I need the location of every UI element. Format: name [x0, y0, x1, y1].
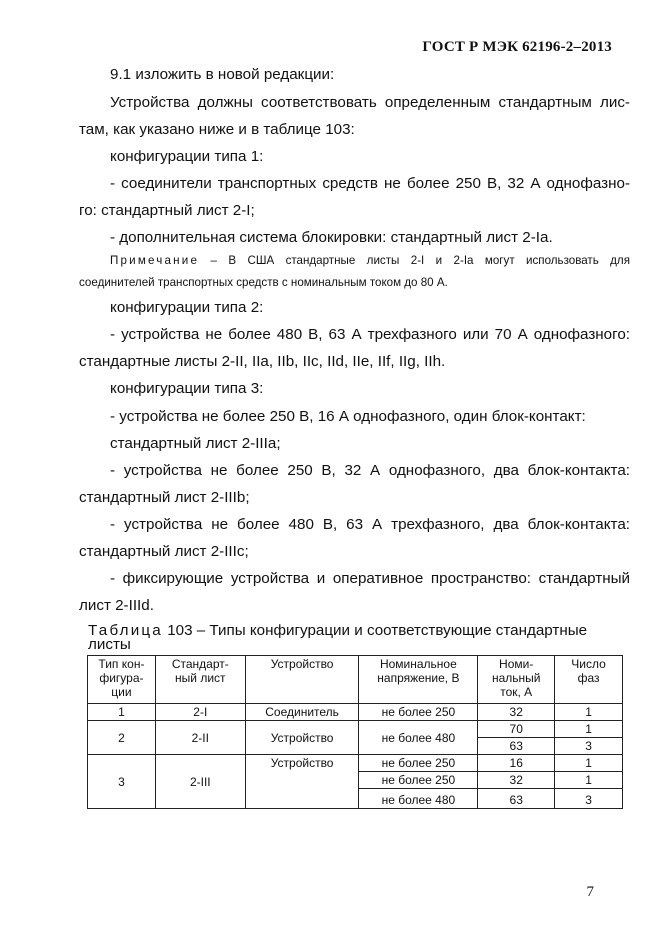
table-row: [88, 704, 623, 721]
note-line: [110, 252, 630, 270]
cell-voltage: не более 480: [359, 789, 478, 809]
cell-voltage: не более 250: [359, 755, 478, 772]
cell-device: Соединитель: [245, 704, 359, 721]
paragraph-line: - устройства не более 250 В, 16 А однофазного, один блок-контакт:: [110, 408, 586, 425]
cell-type: 1: [88, 704, 156, 721]
cell-type: 2: [88, 721, 156, 755]
header-standard-sheet: Стандарт- ный лист: [155, 656, 245, 704]
paragraph-line: - фиксирующие устройства и оперативное пространство: стандартный: [110, 570, 630, 587]
configuration-table: [87, 655, 623, 809]
table-header-row: [88, 656, 623, 704]
paragraph-line: лист 2-IIId.: [79, 597, 154, 614]
cell-phases: 3: [555, 789, 623, 809]
table-caption-label: Таблица: [88, 622, 163, 639]
cell-current: 63: [478, 738, 555, 755]
cell-voltage: не более 250: [359, 772, 478, 789]
cell-phases: 1: [555, 721, 623, 738]
cell-phases: 3: [555, 738, 623, 755]
table-row: [88, 755, 623, 772]
paragraph-line: - соединители транспортных средств не более 250 В, 32 А однофазно-: [110, 175, 630, 192]
header-rated-current: Номи- нальный ток, А: [478, 656, 555, 704]
cell-device: Устройство: [245, 755, 359, 809]
paragraph-line: стандартный лист 2-IIIa;: [110, 435, 281, 452]
cell-phases: 1: [555, 755, 623, 772]
cell-phases: 1: [555, 772, 623, 789]
table-caption-continuation: листы: [88, 636, 131, 653]
cell-device: Устройство: [245, 721, 359, 755]
header-config-type: Тип кон- фигура- ции: [88, 656, 156, 704]
cell-sheet: 2-III: [155, 755, 245, 809]
paragraph-line: стандартный лист 2-IIIb;: [79, 489, 250, 506]
cell-voltage: не более 250: [359, 704, 478, 721]
cell-current: 32: [478, 704, 555, 721]
paragraph-line: стандартные листы 2-II, IIa, IIb, IIc, IId, IIe, IIf, IIg, IIh.: [79, 353, 446, 370]
cell-voltage: не более 480: [359, 721, 478, 755]
paragraph-line: там, как указано ниже и в таблице 103:: [79, 121, 355, 138]
paragraph-line: - устройства не более 480 В, 63 А трехфазного или 70 А однофазного:: [110, 326, 630, 343]
note-label: Примечание: [110, 254, 200, 267]
paragraph-line: 9.1 изложить в новой редакции:: [110, 66, 335, 83]
paragraph-line: конфигурации типа 3:: [110, 380, 264, 397]
table-caption: [88, 622, 587, 640]
paragraph-line: стандартный лист 2-IIIc;: [79, 543, 249, 560]
cell-sheet: 2-II: [155, 721, 245, 755]
paragraph-line: - устройства не более 250 В, 32 А однофазного, два блок-контакта:: [110, 462, 630, 479]
cell-sheet: 2-I: [155, 704, 245, 721]
table-row: [88, 721, 623, 738]
note-text: – В США стандартные листы 2-I и 2-Ia могут использовать для: [210, 254, 630, 267]
table-caption-text: 103 – Типы конфигурации и соответствующие стандартные: [167, 622, 588, 639]
cell-type: 3: [88, 755, 156, 809]
header-phases: Число фаз: [555, 656, 623, 704]
header-device: Устройство: [245, 656, 359, 704]
paragraph-line: - устройства не более 480 В, 63 А трехфазного, два блок-контакта:: [110, 516, 630, 533]
paragraph-line: Устройства должны соответствовать определенным стандартным лис-: [110, 94, 630, 111]
page-number: 7: [586, 884, 594, 900]
cell-current: 16: [478, 755, 555, 772]
cell-current: 63: [478, 789, 555, 809]
header-rated-voltage: Номинальное напряжение, В: [359, 656, 478, 704]
cell-current: 70: [478, 721, 555, 738]
paragraph-line: го: стандартный лист 2-I;: [79, 202, 255, 219]
paragraph-line: конфигурации типа 2:: [110, 299, 264, 316]
paragraph-line: - дополнительная система блокировки: стандартный лист 2-Ia.: [110, 229, 553, 246]
document-header: ГОСТ Р МЭК 62196-2–2013: [422, 39, 612, 55]
cell-phases: 1: [555, 704, 623, 721]
cell-current: 32: [478, 772, 555, 789]
note-line: соединителей транспортных средств с номинальным током до 80 А.: [79, 276, 448, 289]
paragraph-line: конфигурации типа 1:: [110, 148, 264, 165]
